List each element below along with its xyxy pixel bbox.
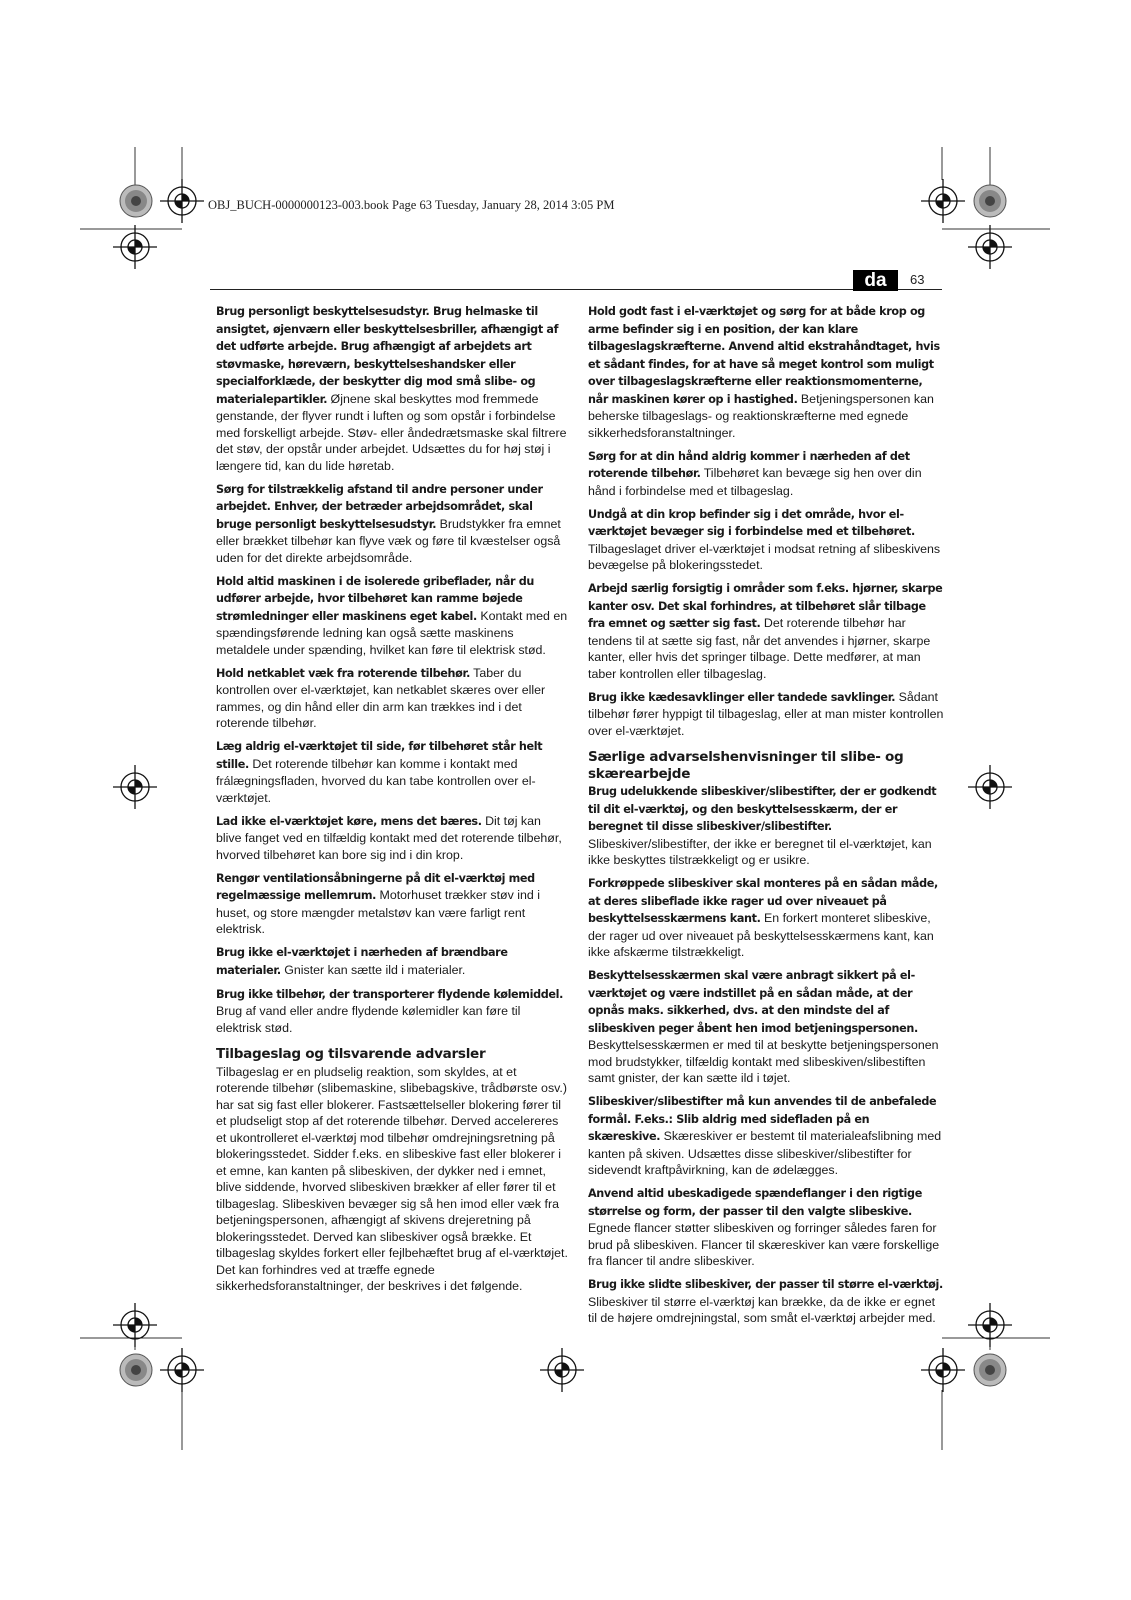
paragraph: Lad ikke el-værktøjet køre, mens det bæres. Dit tøj kan blive fanget ved en tilfældig kontakt med det roterende tilbehør, hvorved tilbehøret kan bore sig ind i din krop. — [216, 813, 562, 862]
paragraph: Hold netkablet væk fra roterende tilbehør. Taber du kontrollen over el-værktøjet, kan netkablet skæres over eller rammes, og din hånd eller din arm kan trækkes ind i det roterende tilbehør. — [216, 665, 546, 730]
paragraph: Slibeskiver/slibestifter må kun anvendes til de anbefalede formål. F.eks.: Slib aldrig med sidefladen på en skæreskive. Skæreskiver er bestemt til materialeafslibning med kanten på skiven. Udsættes disse slibeskiver/slibestifter for sidevendt kraftpåvirkning, kan de ødelægges. — [588, 1095, 942, 1177]
paragraph: Brug personligt beskyttelsesudstyr. Brug helmaske til ansigtet, øjenværn eller beskyttelsesbriller, afhængigt af det udførte arbejde. Brug afhængigt af arbejdets art støvmaske, høreværn, beskyttelseshandsker eller specialforklæde, der beskytter dig mod små slibe- og materialepartikler. Øjnene skal beskyttes mod fremmede genstande, der flyver rundt i luften og som opstår i forbindelse med forskelligt arbejde. Støv- eller åndedrætsmaske skal filtrere det støv, der opstår under arbejdet. Udsættes du for høj støj i længere tid, kan du lide høretab. — [216, 305, 567, 473]
paragraph: Hold altid maskinen i de isolerede gribeflader, når du udfører arbejde, hvor tilbehøret kan ramme bøjede strømledninger eller maskinens eget kabel. Kontakt med en spændingsførende ledning kan også sætte maskinens metaldele under spænding, hvilket kan føre til elektrisk stød. — [216, 574, 568, 657]
paragraph: Arbejd særlig forsigtig i områder som f.eks. hjørner, skarpe kanter osv. Det skal forhindres, at tilbehøret slår tilbage fra emnet og sætter sig fast. Det roterende tilbehør har tendens til at sætte sig fast, når det anvendes i hjørner, skarpe kanter, eller hvis det springer tilbage. Dette medfører, at man taber kontrollen eller tilbageslag. — [588, 582, 943, 681]
paragraph: Sørg for tilstrækkelig afstand til andre personer under arbejdet. Enhver, der betræder arbejdsområdet, skal bruge personligt beskyttelsesudstyr. Brudstykker fra emnet eller brækket tilbehør kan flyve væk og føre til kvæstelser også uden for det direkte arbejdsområde. — [216, 482, 561, 565]
paragraph: Undgå at din krop befinder sig i det område, hvor el-værktøjet bevæger sig i forbindelse med et tilbehøret. Tilbageslaget driver el-værktøjet i modsat retning af slibeskivens bevægelse på blokeringsstedet. — [588, 507, 941, 572]
paragraph: Brug ikke tilbehør, der transporterer flydende kølemiddel. Brug af vand eller andre flydende kølemidler kan føre til elektrisk stød. — [216, 987, 564, 1035]
paragraph: Læg aldrig el-værktøjet til side, før tilbehøret står helt stille. Det roterende tilbehør kan komme i kontakt med frálægningsfladen, hvorved du kan tabe kontrollen over el-værktøjet. — [216, 740, 543, 805]
paragraph: Brug udelukkende slibeskiver/slibestifter, der er godkendt til dit el-værktøj, og den beskyttelsesskærm, der er beregnet til disse slibeskiver/slibestifter. Slibeskiver/slibestifter, der ikke er beregnet til el-værktøjet, kan ikke beskyttes tilstrækkeligt og er usikre. — [588, 785, 937, 867]
paragraph: Anvend altid ubeskadigede spændeflanger i den rigtige størrelse og form, der passer til den valgte slibeskive. Egnede flancer støtter slibeskiven og forringer således faren for brud på slibeskiven. Flancer til skæreskiver kan være forskellige fra flancer til andre slibeskiver. — [588, 1187, 940, 1268]
section-heading: Særlige advarselshenvisninger til slibe- og skærearbejde — [588, 749, 904, 782]
right-column — [588, 303, 944, 1333]
paragraph: Brug ikke el-værktøjet i nærheden af brændbare materialer. Gnister kan sætte ild i materialer. — [216, 946, 508, 977]
paragraph: Rengør ventilationsåbningerne på dit el-værktøj med regelmæssige mellemrum. Motorhuset trækker støv ind i huset, og store mængder metalstøv kan være farligt rent elektrisk. — [216, 871, 540, 936]
paragraph: Tilbageslag er en pludselig reaktion, som skyldes, at et roterende tilbehør (slibemaskine, slibebagskive, trådbørste osv.) har sat sig fast eller blokerer. Fastsættelseller blokering fører til et pludseligt stop af det roterende tilbehør. Derved accelereres et ukontrolleret el-værktøj mod tilbehør omdrejningsretning på blokeringsstedet. Sidder f.eks. en slibeskive fast eller blokerer i et emne, kan kanten på slibeskiven, der dykker ned i emnet, blive siddende, hvorved slibeskiven brækker af eller fører til et tilbageslag. Slibeskiven bevæger sig så hen imod eller væk fra betjeningspersonen, afhængigt af skivens drejeretning på blokeringsstedet. Derved kan slibeskiver også brække. Et tilbageslag skyldes forkert eller fejlbehæftet brug af el-værktøjet. Det kan forhindres ved at træffe egnede sikkerhedsforanstaltninger, der beskrives i det følgende. — [216, 1064, 568, 1293]
book-header: OBJ_BUCH-0000000123-003.book Page 63 Tuesday, January 28, 2014 3:05 PM — [208, 198, 615, 212]
section-heading: Tilbageslag og tilsvarende advarsler — [216, 1046, 486, 1062]
paragraph: Beskyttelsesskærmen skal være anbragt sikkert på el-værktøjet og være indstillet på en sådan måde, at der opnås maks. sikkerhed, dvs. at den mindste del af slibeskiven peger åbent hen imod betjeningspersonen. Beskyttelsesskærmen er med til at beskytte betjeningspersonen mod brudstykker, tilfældig kontakt med slibeskiven/slibestiften samt gnister, der kan sætte ild i tøjet. — [588, 969, 939, 1085]
language-badge: da — [853, 270, 898, 291]
paragraph: Hold godt fast i el-værktøjet og sørg for at både krop og arme befinder sig i en position, der kan klare tilbageslagskræfterne. Anvend altid ekstrahåndtaget, hvis et sådant findes, for at have så meget kontrol som muligt over tilbageslagskræfterne eller reaktionsmomenterne, når maskinen kører op i hastighed. Betjeningspersonen kan beherske tilbageslags- og reaktionskræfterne med egnede sikkerhedsforanstaltninger. — [588, 305, 940, 440]
paragraph: Forkrøppede slibeskiver skal monteres på en sådan måde, at deres slibeflade ikke rager ud over niveauet på beskyttelsesskærmens kant. En forkert monteret slibeskive, der rager ud over niveauet på beskyttelsesskærmens kant, kan ikke afskærme tilstrækkeligt. — [588, 877, 938, 959]
paragraph: Sørg for at din hånd aldrig kommer i nærheden af det roterende tilbehør. Tilbehøret kan bevæge sig hen over din hånd i forbindelse med et tilbageslag. — [588, 449, 922, 498]
paragraph: Brug ikke kædesavklinger eller tandede savklinger. Sådant tilbehør fører hyppigt til tilbageslag, eller at man mister kontrollen over el-værktøjet. — [588, 689, 944, 738]
page-number: 63 — [910, 272, 925, 287]
left-column — [216, 303, 569, 1301]
paragraph: Brug ikke slidte slibeskiver, der passer til større el-værktøj. Slibeskiver til større el-værktøj kan brække, da de ikke er egnet til de højere omdrejningstal, som småt el-værktøj arbejder med. — [588, 1278, 943, 1325]
header-rule — [210, 289, 942, 290]
